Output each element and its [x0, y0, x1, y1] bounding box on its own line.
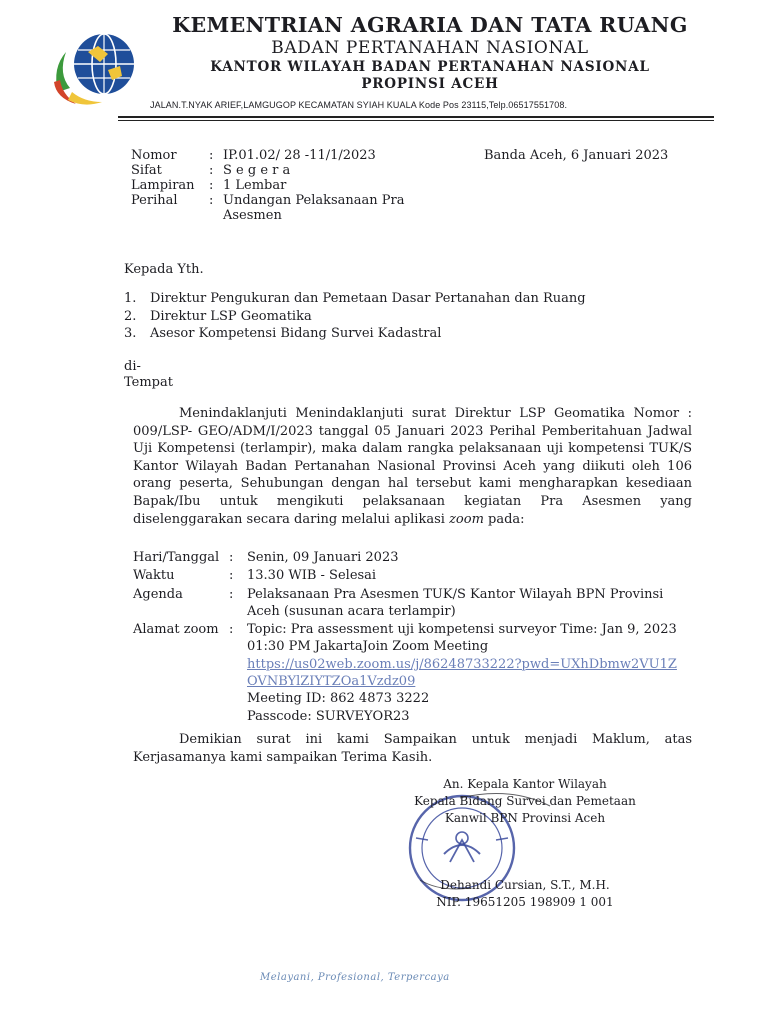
zoom-meeting-id: Meeting ID: 862 4873 3222 [247, 691, 430, 707]
schedule-time: 13.30 WIB - Selesai [247, 568, 377, 584]
schedule-label: Waktu [133, 568, 175, 584]
schedule-row-agenda [133, 586, 697, 621]
signatory-name: Dehandi Cursian, S.T., M.H. [440, 878, 610, 892]
schedule-row-time [133, 567, 697, 584]
recipient-text: Direktur LSP Geomatika [150, 308, 312, 324]
list-item [124, 308, 586, 326]
zoom-passcode: Passcode: SURVEYOR23 [247, 708, 410, 724]
body-zoom-word: zoom [449, 511, 484, 527]
ministry-name: KEMENTRIAN AGRARIA DAN TATA RUANG [172, 13, 688, 37]
meta-sep: : [209, 163, 214, 178]
letter-subject: Undangan Pelaksanaan Pra Asesmen [223, 193, 405, 223]
meta-label: Perihal [131, 193, 178, 208]
list-item [124, 325, 586, 343]
di-label: di- [124, 359, 141, 374]
schedule-agenda: Pelaksanaan Pra Asesmen TUK/S Kantor Wilayah BPN Provinsi Aceh (susunan acara terlampir) [247, 586, 664, 619]
letterhead [150, 12, 710, 93]
province-name: PROPINSI ACEH [361, 76, 499, 92]
list-number: 3. [124, 326, 137, 341]
office-address: JALAN.T.NYAK ARIEF,LAMGUGOP KECAMATAN SYIAH KUALA Kode Pos 23115,Telp.06517551708. [150, 100, 568, 110]
schedule-label: Alamat zoom [133, 622, 219, 638]
meta-row-nomor [131, 148, 473, 163]
body-text: Menindaklanjuti Menindaklanjuti surat Direktur LSP Geomatika Nomor : 009/LSP- GEO/ADM/I/2023 tanggal 05 Januari 2023 Perihal Pemberitahuan Jadwal Uji Kompetensi (terlampir), maka dalam rangka pelaksanaan uji kompetensi TUK/S Kantor Wilayah Badan Pertanahan Nasional Provinsi Aceh yang diikuti oleh 106 orang peserta, Sehubungan dengan hal tersebut kami mengharapkan kesediaan Bapak/Ibu untuk mengikuti pelaksanaan kegiatan Pra Asesmen yang diselenggarakan secara daring melalui aplikasi [133, 406, 692, 527]
body-text-end: pada: [483, 511, 525, 527]
letter-number: IP.01.02/ 28 -11/1/2023 [223, 148, 376, 163]
recipient-list [124, 290, 586, 343]
meta-label: Nomor [131, 148, 177, 163]
schedule-row-zoom [133, 621, 697, 725]
recipient-text: Asesor Kompetensi Bidang Survei Kadastral [150, 326, 442, 341]
meta-row-lampiran [131, 178, 473, 193]
letter-meta [131, 148, 473, 223]
closing-paragraph [133, 731, 692, 766]
letter-attachment: 1 Lembar [223, 178, 287, 193]
signatory-nip: NIP. 19651205 198909 1 001 [436, 895, 614, 909]
tempat-label: Tempat [124, 375, 173, 390]
meta-label: Lampiran [131, 178, 195, 193]
list-number: 1. [124, 291, 137, 306]
bpn-logo-icon [48, 22, 144, 110]
signature-block [410, 776, 640, 911]
header-rule [118, 116, 714, 118]
schedule-sep: : [229, 550, 234, 565]
signature-line: Kanwil BPN Provinsi Aceh [444, 811, 606, 825]
agency-name: BADAN PERTANAHAN NASIONAL [271, 38, 589, 58]
list-item [124, 290, 586, 308]
office-name: KANTOR WILAYAH BADAN PERTANAHAN NASIONAL [210, 59, 650, 75]
schedule-row-date [133, 549, 697, 566]
list-number: 2. [124, 308, 137, 324]
schedule-sep: : [229, 622, 234, 638]
schedule-block [133, 549, 697, 726]
header-rule-thin [118, 120, 714, 121]
letter-urgency: S e g e r a [223, 163, 291, 178]
meta-row-sifat [131, 163, 473, 178]
meta-sep: : [209, 193, 214, 208]
meta-sep: : [209, 178, 214, 193]
closing-text: Demikian surat ini kami Sampaikan untuk menjadi Maklum, atas Kerjasamanya kami sampaikan Terima Kasih. [133, 732, 692, 765]
signature-line: Kepala Bidang Survei dan Pemetaan [414, 794, 636, 808]
recipient-text: Direktur Pengukuran dan Pemetaan Dasar Pertanahan dan Ruang [150, 291, 586, 306]
zoom-topic: Topic: Pra assessment uji kompetensi surveyor Time: Jan 9, 2023 01:30 PM JakartaJoin Zoom Meeting [247, 622, 677, 655]
zoom-link[interactable]: https://us02web.zoom.us/j/86248733222?pwd=UXhDbmw2VU1ZOVNBYlZIYTZOa1Vzdz09 [247, 656, 677, 690]
schedule-label: Agenda [133, 586, 183, 602]
meta-row-perihal [131, 193, 473, 223]
signature-line: An. Kepala Kantor Wilayah [443, 777, 607, 791]
salutation: Kepada Yth. [124, 262, 204, 277]
schedule-sep: : [229, 586, 234, 602]
schedule-sep: : [229, 568, 234, 584]
meta-sep: : [209, 148, 214, 163]
footer-motto: Melayani, Profesional, Terpercaya [260, 972, 450, 983]
signature-space [410, 827, 640, 877]
letter-date: Banda Aceh, 6 Januari 2023 [484, 148, 669, 163]
schedule-label: Hari/Tanggal [133, 550, 220, 565]
schedule-date: Senin, 09 Januari 2023 [247, 550, 399, 565]
schedule-zoom-details [247, 621, 687, 725]
body-paragraph [133, 405, 692, 528]
meta-label: Sifat [131, 163, 162, 178]
